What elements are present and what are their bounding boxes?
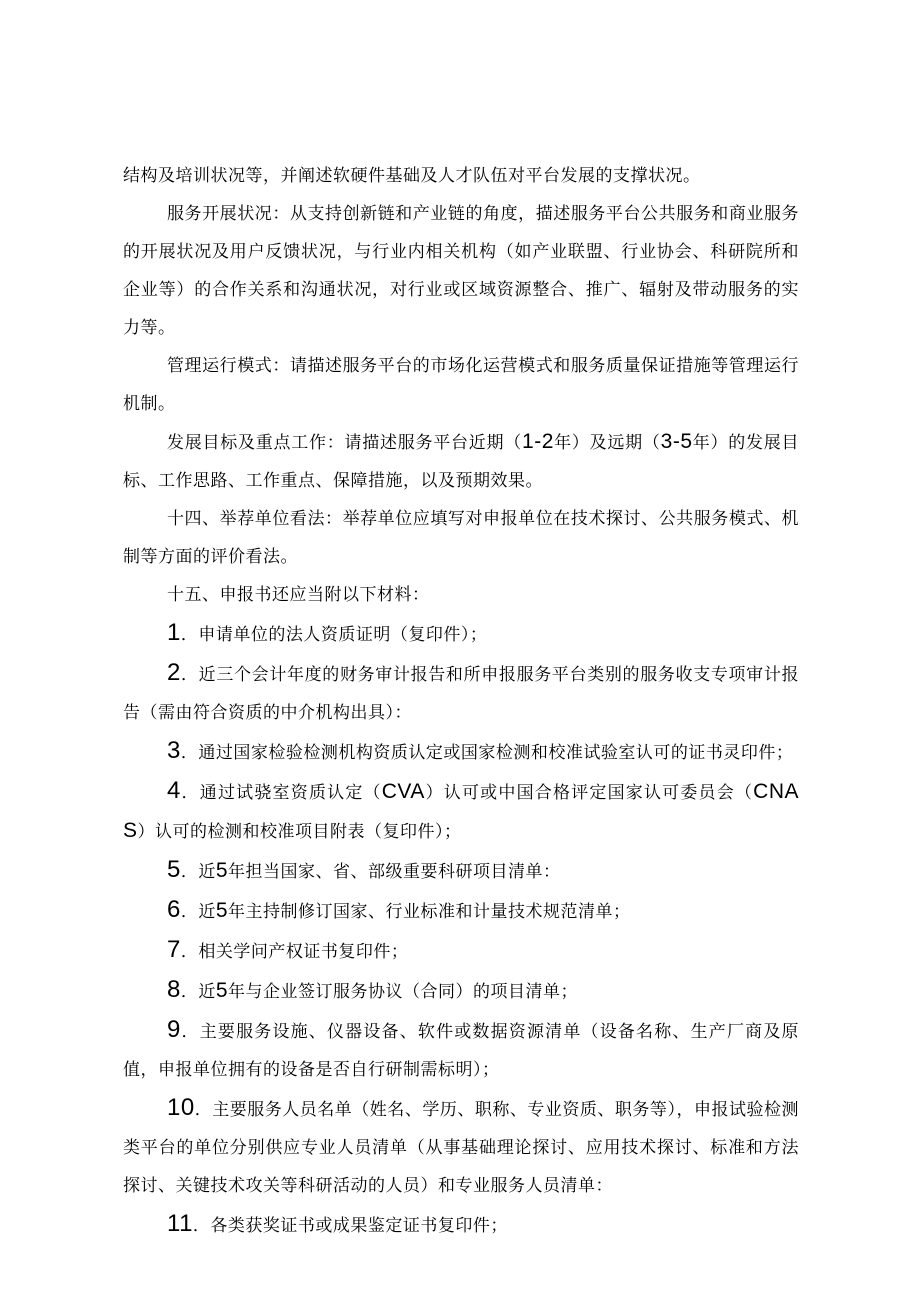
paragraph <box>123 157 799 195</box>
paragraph-text: 服务开展状况：从支持创新链和产业链的角度，描述服务平台公共服务和商业服务的开展状况及用户反馈状况，与行业内相关机构（如产业联盟、行业协会、科研院所和企业等）的合作关系和沟通状况，对行业或区域资源整合、推广、辐射及带动服务的实力等。 <box>123 204 799 337</box>
list-item-text: ．主要服务设施、仪器设备、软件或数据资源清单（设备名称、生产厂商及原值，申报单位拥有的设备是否自行研制需标明）； <box>123 1022 799 1079</box>
list-item-text: ．申请单位的法人资质证明（复印件）； <box>180 625 488 644</box>
list-item-number: 11 <box>167 1210 193 1237</box>
list-item <box>123 614 799 654</box>
list-item <box>123 772 799 851</box>
list-item-number: 7 <box>167 936 181 963</box>
list-item-number: 9 <box>167 1016 181 1043</box>
list-item-number: 2 <box>167 659 181 686</box>
document-body <box>123 157 799 1245</box>
list-item <box>123 732 799 772</box>
list-item-text: ．通过国家检验检测机构资质认定或国家检测和校准试验室认可的证书灵印件； <box>180 743 794 762</box>
list-item-number: 10 <box>167 1094 195 1121</box>
paragraph-text: 管理运行模式：请描述服务平台的市场化运营模式和服务质量保证措施等管理运行机制。 <box>123 356 799 413</box>
paragraph-text: 发展目标及重点工作：请描述服务平台近期（1-2年）及远期（3-5年）的发展目标、工作思路、工作重点、保障措施，以及预期效果。 <box>123 430 800 490</box>
list-item-text: ．近5年与企业签订服务协议（合同）的项目清单； <box>180 979 579 1002</box>
section-heading-15 <box>123 576 799 614</box>
list-item <box>123 1205 799 1245</box>
list-item-number: 3 <box>167 737 181 764</box>
list-item-text: ．近三个会计年度的财务审计报告和所申报服务平台类别的服务收支专项审计报告（需由符合资质的中介机构出具）： <box>123 665 799 722</box>
list-item-number: 6 <box>167 896 181 923</box>
list-item-text: ．近5年担当国家、省、部级重要科研项目清单： <box>180 859 561 882</box>
section-heading-14 <box>123 500 799 576</box>
list-item-text: ．主要服务人员名单（姓名、学历、职称、专业资质、职务等），申报试验检测类平台的单位分别供应专业人员清单（从事基础理论探讨、应用技术探讨、标准和方法探讨、关键技术攻关等科研活动的人员）和专业服务人员清单： <box>123 1100 799 1195</box>
paragraph-text: 十四、举荐单位看法：举荐单位应填写对申报单位在技术探讨、公共服务模式、机制等方面的评价看法。 <box>123 509 799 566</box>
paragraph-text: 结构及培训状况等，并阐述软硬件基础及人才队伍对平台发展的支撑状况。 <box>123 166 701 185</box>
list-item-number: 1 <box>167 619 181 646</box>
list-item-text: ．相关学问产权证书复印件； <box>180 942 409 961</box>
list-item-text: ．各类获奖证书或成果鉴定证书复印件； <box>192 1216 508 1235</box>
paragraph <box>123 423 799 500</box>
list-item-number: 5 <box>167 856 181 883</box>
list-item <box>123 971 799 1011</box>
list-item <box>123 1089 799 1205</box>
list-item <box>123 654 799 732</box>
list-item-number: 4 <box>167 777 181 804</box>
list-item-number: 8 <box>167 976 181 1003</box>
paragraph <box>123 195 799 347</box>
list-item <box>123 1011 799 1089</box>
list-item <box>123 851 799 891</box>
list-item <box>123 891 799 931</box>
paragraph-text: 十五、申报书还应当附以下材料： <box>167 585 430 604</box>
list-item-text: ．通过试骁室资质认定（CVA）认可或中国合格评定国家认可委员会（CNAS）认可的检测和校准项目附表（复印件）； <box>123 780 800 842</box>
list-item <box>123 931 799 971</box>
list-item-text: ．近5年主持制修订国家、行业标准和计量技术规范清单； <box>180 899 631 922</box>
paragraph <box>123 347 799 423</box>
